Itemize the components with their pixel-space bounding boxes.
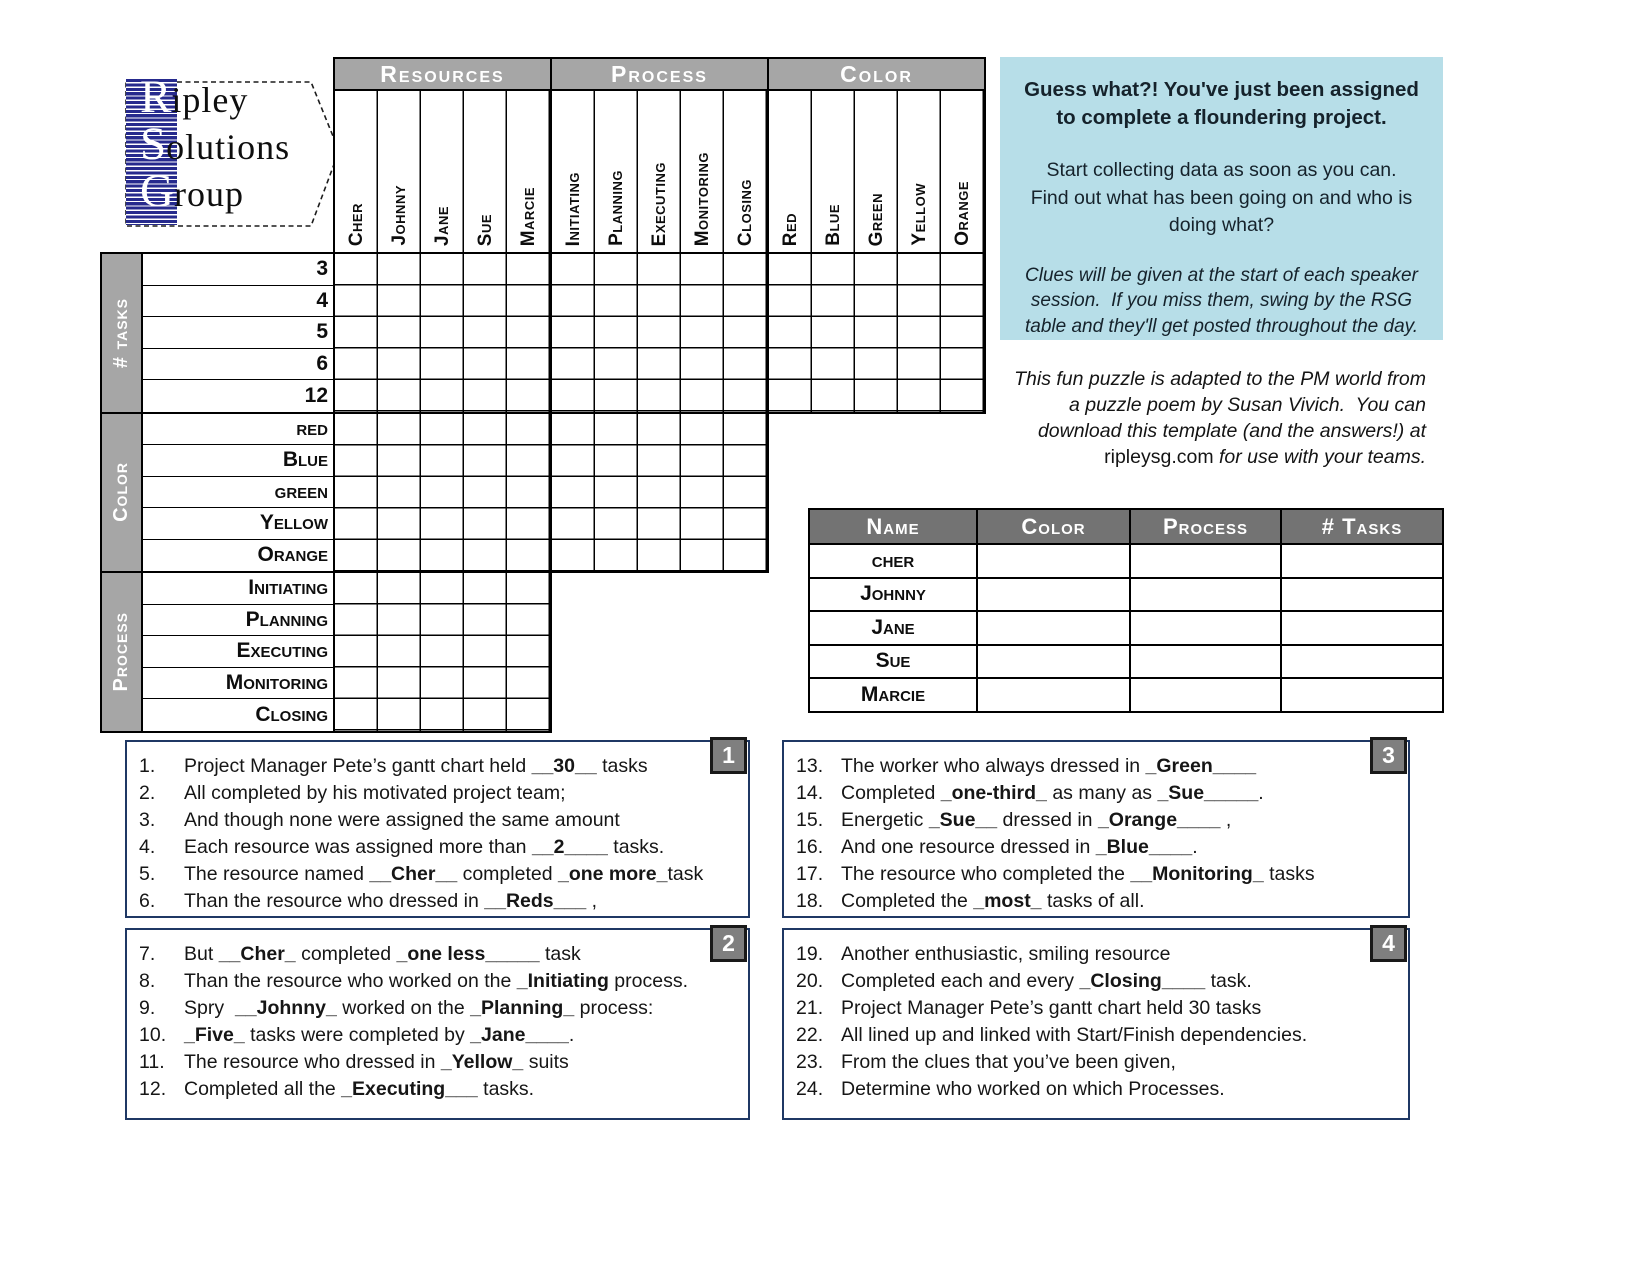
grid-cells-process-resources	[333, 571, 552, 733]
logo-initial: S	[140, 118, 167, 170]
grid-cells-tasks-color	[767, 252, 986, 414]
row-label: Blue	[143, 445, 333, 477]
row-labels-tasks	[143, 254, 333, 412]
column-label: Red	[779, 212, 801, 246]
answer-tasks-cell	[1282, 679, 1442, 711]
column-label-cell	[812, 91, 855, 252]
grid-cells-color-resources	[333, 412, 552, 574]
info-note: Clues will be given at the start of each speaker session. If you miss them, swing by the RSG table and they'll get posted throughout the day.	[1024, 264, 1424, 337]
clue-text: And though none were assigned the same amount	[184, 809, 620, 831]
column-label-cell	[769, 91, 812, 252]
column-label: Yellow	[908, 183, 930, 246]
answer-name-cell: Johnny	[810, 579, 978, 611]
row-labels-color	[143, 414, 333, 572]
column-label: Orange	[951, 181, 973, 246]
clue	[139, 807, 740, 834]
column-group-resources: Resources	[333, 57, 552, 91]
column-label: Monitoring	[691, 151, 713, 246]
column-label-cell	[855, 91, 898, 252]
info-title: Guess what?! You've just been assigned to complete a floundering project.	[1024, 78, 1419, 129]
clue	[796, 888, 1400, 915]
row-label: Initiating	[143, 573, 333, 605]
clue-box-4	[782, 928, 1410, 1120]
clue-box-2-badge: 2	[710, 925, 747, 962]
clue	[139, 780, 740, 807]
clue-number: 21.	[796, 997, 824, 1019]
header-tasks: # Tasks	[1321, 513, 1403, 539]
logo-initial: G	[140, 165, 174, 217]
grid-cells-tasks-process	[550, 252, 769, 414]
clue-text: And one resource dressed in _Blue____.	[841, 836, 1198, 858]
clue-text: Completed each and every _Closing____ task.	[841, 970, 1252, 992]
clue	[139, 941, 740, 968]
answer-name-cell: cher	[810, 545, 978, 577]
clue	[796, 861, 1400, 888]
clue-lines	[139, 753, 740, 915]
logo-word: olutions	[166, 127, 291, 167]
clue	[796, 995, 1400, 1022]
clue-box-3	[782, 740, 1410, 918]
answer-process-cell	[1131, 679, 1282, 711]
column-labels-resources	[333, 89, 552, 254]
row-label: Orange	[257, 543, 328, 567]
clue	[796, 1022, 1400, 1049]
column-label: Planning	[605, 170, 627, 246]
clue-number: 2.	[139, 782, 156, 804]
answer-tasks-cell	[1282, 646, 1442, 678]
clue-number: 15.	[796, 809, 824, 831]
answer-process-cell	[1131, 545, 1282, 577]
row-group-label-process: Process	[102, 573, 143, 731]
clue	[796, 1076, 1400, 1103]
clue-text: The resource who completed the __Monitoring_ tasks	[841, 863, 1315, 885]
answer-process-cell	[1131, 646, 1282, 678]
clue-number: 22.	[796, 1024, 824, 1046]
clue-number: 4.	[139, 836, 156, 858]
column-label-cell	[941, 91, 984, 252]
clue-text: All lined up and linked with Start/Finish dependencies.	[841, 1024, 1308, 1046]
column-label-cell	[552, 91, 595, 252]
answer-name-cell: Marcie	[810, 679, 978, 711]
clue	[796, 834, 1400, 861]
info-box	[1000, 57, 1443, 340]
row-label: 6	[143, 349, 333, 381]
clue	[796, 807, 1400, 834]
clue-text: Completed _one-third_ as many as _Sue_____.	[841, 782, 1264, 804]
clue	[796, 780, 1400, 807]
clue-number: 9.	[139, 997, 156, 1019]
grid-cells-color-process	[550, 412, 769, 574]
row-group-process	[100, 571, 335, 733]
row-label: green	[143, 477, 333, 509]
clue	[139, 888, 740, 915]
column-labels-color	[767, 89, 986, 254]
clue-text: Each resource was assigned more than __2____ tasks.	[184, 836, 665, 858]
clue-text: Another enthusiastic, smiling resource	[841, 943, 1171, 965]
answer-table	[808, 508, 1444, 713]
column-label: Marcie	[517, 186, 539, 246]
clue-number: 11.	[139, 1051, 165, 1073]
column-group-color: Color	[767, 57, 986, 91]
clue-number: 16.	[796, 836, 824, 858]
clue-text: Completed all the _Executing___ tasks.	[184, 1078, 535, 1100]
answer-color-cell	[978, 679, 1131, 711]
answer-name-cell: Sue	[810, 646, 978, 678]
row-group-color	[100, 412, 335, 574]
column-label-cell	[421, 91, 464, 252]
answer-table-header	[810, 510, 1442, 545]
row-label: Yellow	[143, 508, 333, 540]
column-label: Green	[865, 192, 887, 246]
clue-number: 20.	[796, 970, 824, 992]
clue-number: 24.	[796, 1078, 824, 1100]
clue-number: 17.	[796, 863, 824, 885]
clue-text: _Five_ tasks were completed by _Jane____.	[184, 1024, 575, 1046]
column-label: Sue	[474, 213, 496, 246]
column-label-cell	[724, 91, 767, 252]
column-label: Cher	[345, 202, 367, 246]
row-label: 3	[143, 254, 333, 286]
column-label-cell	[335, 91, 378, 252]
header-name: Name	[810, 510, 978, 543]
clue-number: 7.	[139, 943, 156, 965]
clue-number: 23.	[796, 1051, 824, 1073]
clue-text: Project Manager Pete’s gantt chart held 30 tasks	[841, 997, 1262, 1019]
column-label: Closing	[734, 178, 756, 246]
clue-box-1-badge: 1	[710, 737, 747, 774]
column-label-cell	[507, 91, 550, 252]
clue-text: The worker who always dressed in _Green____	[841, 755, 1257, 777]
clue	[139, 1049, 740, 1076]
clue-box-2	[125, 928, 750, 1120]
row-label: Planning	[143, 605, 333, 637]
column-label-cell	[681, 91, 724, 252]
row-label: Monitoring	[143, 668, 333, 700]
clue-number: 13.	[796, 755, 824, 777]
column-label: Jane	[431, 205, 453, 246]
clue-number: 5.	[139, 863, 156, 885]
row-label: Closing	[255, 702, 328, 726]
column-label: Initiating	[562, 171, 584, 246]
clue-text: But __Cher_ completed _one less_____ task	[184, 943, 581, 965]
clue-text: Completed the _most_ tasks of all.	[841, 890, 1145, 912]
clue-box-3-badge: 3	[1370, 737, 1407, 774]
row-label: 4	[143, 286, 333, 318]
answer-tasks-cell	[1282, 545, 1442, 577]
header-process: Process	[1131, 510, 1282, 543]
answer-color-cell	[978, 612, 1131, 644]
clue-number: 14.	[796, 782, 824, 804]
clue-number: 8.	[139, 970, 156, 992]
row-labels-process	[143, 573, 333, 731]
info-body: Start collecting data as soon as you can. Find out what has been going on and who is doing what?	[1030, 159, 1418, 236]
grid-cells-tasks-resources	[333, 252, 552, 414]
clue	[139, 1022, 740, 1049]
answer-process-cell	[1131, 579, 1282, 611]
clue-box-4-badge: 4	[1370, 925, 1407, 962]
row-label: 12	[304, 383, 328, 407]
clue	[139, 995, 740, 1022]
clue-text: The resource who dressed in _Yellow_ suits	[184, 1051, 569, 1073]
clue-lines	[139, 941, 740, 1103]
row-label: Executing	[143, 636, 333, 668]
clue-text: Than the resource who worked on the _Initiating process.	[184, 970, 688, 992]
row-group-tasks	[100, 252, 335, 414]
clue-text: Spry __Johnny_ worked on the _Planning_ process:	[184, 997, 654, 1019]
logo-word: roup	[173, 174, 244, 214]
clue-text: The resource named __Cher__ completed _one more_task	[184, 863, 704, 885]
column-label: Blue	[822, 204, 844, 246]
column-labels-process	[550, 89, 769, 254]
clue	[139, 861, 740, 888]
clue	[796, 941, 1400, 968]
answer-color-cell	[978, 545, 1131, 577]
clue-text: From the clues that you’ve been given,	[841, 1051, 1176, 1073]
column-group-process: Process	[550, 57, 769, 91]
clue-number: 6.	[139, 890, 156, 912]
clue-lines	[796, 753, 1400, 915]
clue-text: Than the resource who dressed in __Reds___ ,	[184, 890, 598, 912]
answer-row	[810, 646, 1442, 680]
row-group-label-color: Color	[102, 414, 143, 572]
answer-tasks-cell	[1282, 612, 1442, 644]
answer-row	[810, 679, 1442, 711]
answer-row	[810, 579, 1442, 613]
answer-row	[810, 612, 1442, 646]
row-group-label-tasks: # tasks	[102, 254, 143, 412]
clue-box-1	[125, 740, 750, 918]
answer-color-cell	[978, 646, 1131, 678]
answer-process-cell	[1131, 612, 1282, 644]
clue	[796, 1049, 1400, 1076]
column-label: Johnny	[388, 185, 410, 246]
column-label-cell	[378, 91, 421, 252]
clue-lines	[796, 941, 1400, 1103]
clue-number: 12.	[139, 1078, 167, 1100]
clue	[139, 834, 740, 861]
credit-text: This fun puzzle is adapted to the PM world from a puzzle poem by Susan Vivich. You can download this template (and the answers!) at ripleysg.com for use with your teams.	[1014, 368, 1432, 468]
clue	[139, 1076, 740, 1103]
clue-text: Project Manager Pete’s gantt chart held __30__ tasks	[184, 755, 648, 777]
clue	[139, 968, 740, 995]
column-label: Executing	[648, 161, 670, 246]
answer-tasks-cell	[1282, 579, 1442, 611]
clue-number: 10.	[139, 1024, 167, 1046]
column-label-cell	[638, 91, 681, 252]
clue-number: 3.	[139, 809, 156, 831]
logo-word: ipley	[171, 80, 249, 120]
header-color: Color	[978, 510, 1131, 543]
column-label-cell	[464, 91, 507, 252]
column-label-cell	[898, 91, 941, 252]
clue-text: Determine who worked on which Processes.	[841, 1078, 1225, 1100]
answer-table-body	[810, 545, 1442, 711]
answer-name-cell: Jane	[810, 612, 978, 644]
clue-number: 1.	[139, 755, 156, 777]
answer-color-cell	[978, 579, 1131, 611]
clue-number: 19.	[796, 943, 824, 965]
clue	[139, 753, 740, 780]
clue-number: 18.	[796, 890, 824, 912]
row-label: red	[143, 414, 333, 446]
row-label: 5	[143, 317, 333, 349]
clue-text: All completed by his motivated project team;	[184, 782, 566, 804]
clue-text: Energetic _Sue__ dressed in _Orange____ ,	[841, 809, 1232, 831]
column-label-cell	[595, 91, 638, 252]
logo-initial: R	[140, 71, 172, 123]
answer-row	[810, 545, 1442, 579]
clue	[796, 968, 1400, 995]
clue	[796, 753, 1400, 780]
